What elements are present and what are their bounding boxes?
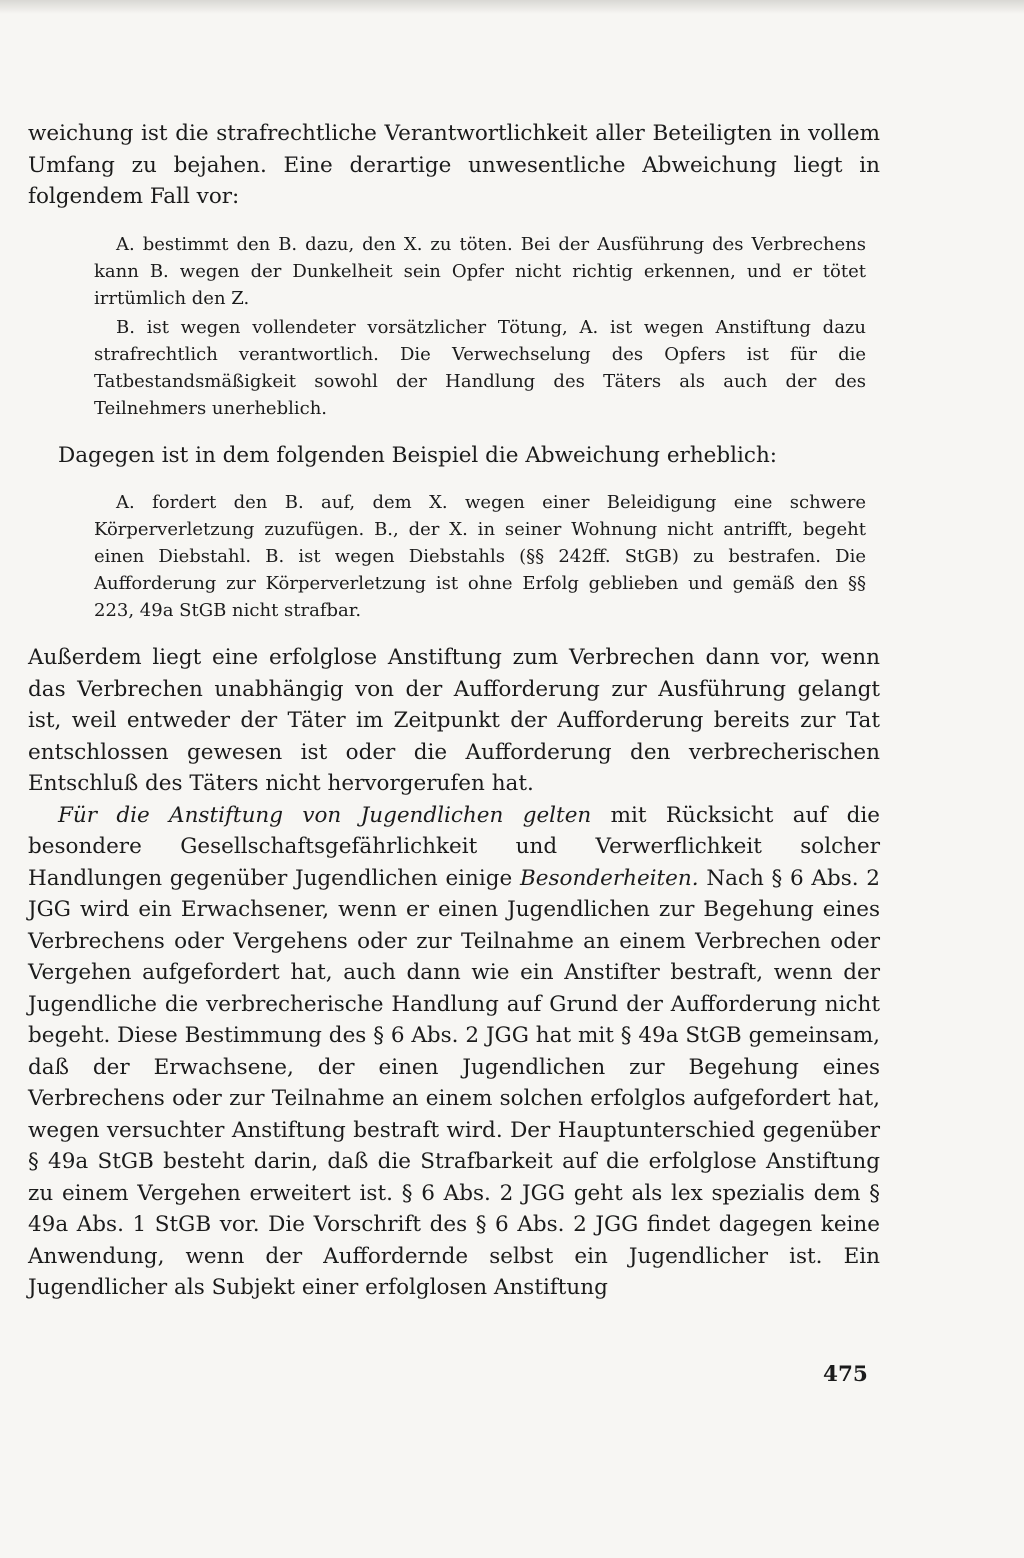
text-body: [28, 118, 880, 1304]
page-number: 475: [823, 1362, 868, 1387]
paragraph-unsuccessful-incitement: Außerdem liegt eine erfolglose Anstiftung zum Verbrechen dann vor, wenn das Verbrechen unabhängig von der Aufforderung zur Ausführung gelangt ist, weil entweder der Täter im Zeitpunkt der Aufforderung bereits zur Tat entschlossen gewesen ist oder die Aufforderung den verbrecherischen Entschluß des Täters nicht hervorgerufen hat.: [28, 645, 880, 796]
example-2-case: A. fordert den B. auf, dem X. wegen einer Beleidigung eine schwere Körperverletzung zuzufügen. B., der X. in seiner Wohnung nicht antrifft, begeht einen Diebstahl. B. ist wegen Diebstahls (§§ 242ff. StGB) zu bestrafen. Die Aufforderung zur Körperverletzung ist ohne Erfolg geblieben und gemäß den §§ 223, 49a StGB nicht strafbar.: [94, 492, 866, 621]
paragraph-juveniles: Für die Anstiftung von Jugendlichen gelten mit Rücksicht auf die besondere Gesellschaftsgefährlichkeit und Verwerflichkeit solcher Handlungen gegenüber Jugendlichen einige Besonderheiten. Nach § 6 Abs. 2 JGG wird ein Erwachsener, wenn er einen Jugendlichen zur Begehung eines Verbrechens oder Vergehens oder zur Teilnahme an einem Verbrechen oder Vergehen aufgefordert hat, auch dann wie ein Anstifter bestraft, wenn der Jugendliche die verbrecherische Handlung auf Grund der Aufforderung nicht begeht. Diese Bestimmung des § 6 Abs. 2 JGG hat mit § 49a StGB gemeinsam, daß der Erwachsene, der einen Jugendlichen zur Begehung eines Verbrechens oder zur Teilnahme an einem solchen erfolglos aufgefordert hat, wegen versuchter Anstiftung bestraft wird. Der Hauptunterschied gegenüber § 49a StGB besteht darin, daß die Strafbarkeit auf die erfolglose Anstiftung zu einem Vergehen erweitert ist. § 6 Abs. 2 JGG geht als lex spezialis dem § 49a Abs. 1 StGB vor. Die Vorschrift des § 6 Abs. 2 JGG findet dagegen keine Anwendung, wenn der Auffordernde selbst ein Jugendlicher ist. Ein Jugendlicher als Subjekt einer erfolglosen Anstiftung: [28, 802, 880, 1300]
paragraph-counterexample-intro: Dagegen ist in dem folgenden Beispiel die Abweichung erheblich:: [58, 442, 778, 468]
example-1-resolution: B. ist wegen vollendeter vorsätzlicher Tötung, A. ist wegen Anstiftung dazu strafrechtlich verantwortlich. Die Verwechselung des Opfers ist für die Tatbestandsmäßigkeit sowohl der Handlung des Täters als auch der des Teilnehmers unerheblich.: [94, 316, 866, 419]
page-top-edge: [0, 0, 1024, 14]
example-1-case: A. bestimmt den B. dazu, den X. zu töten. Bei der Ausführung des Verbrechens kann B. wegen der Dunkelheit sein Opfer nicht richtig erkennen, und er tötet irrtümlich den Z.: [94, 233, 866, 309]
paragraph-continuation: weichung ist die strafrechtliche Verantwortlichkeit aller Beteiligten in vollem Umfang zu bejahen. Eine derartige unwesentliche Abweichung liegt in folgendem Fall vor:: [28, 121, 880, 209]
